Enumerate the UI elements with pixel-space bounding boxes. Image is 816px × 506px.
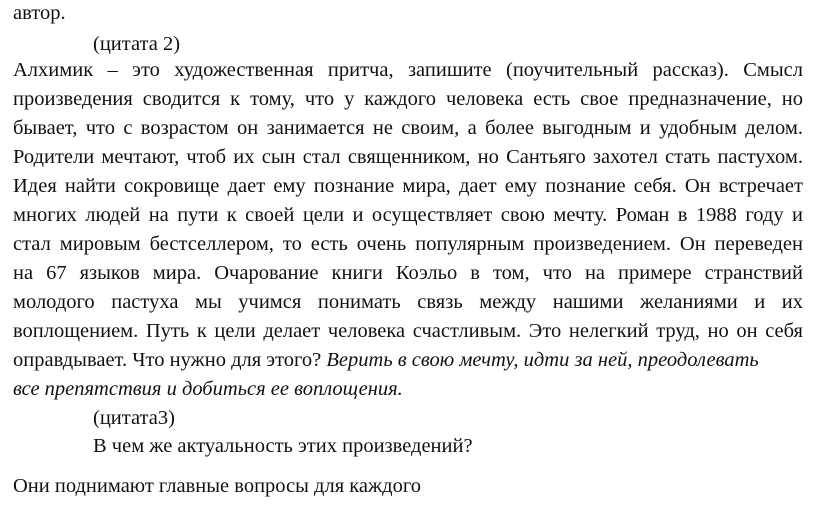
paragraph-line: стал мировым бестселлером, то есть очень популярным произведением. Он переведен	[13, 233, 803, 255]
paragraph-plain-text: оправдывает. Что нужно для этого?	[13, 349, 327, 371]
top-fragment: автор.	[13, 2, 66, 24]
paragraph-line: Родители мечтают, чтоб их сын стал священником, но Сантьяго захотел стать пастухом.	[13, 146, 803, 168]
paragraph-italic-text: Верить в свою мечту, идти за ней, преодолевать	[326, 349, 759, 371]
paragraph-line: воплощением. Путь к цели делает человека счастливым. Это нелегкий труд, но он себя	[13, 320, 803, 342]
quote2-label: (цитата 2)	[93, 33, 181, 55]
paragraph-line: молодого пастуха мы учимся понимать связь между нашими желаниями и их	[13, 291, 803, 313]
quote3-label: (цитата3)	[93, 407, 175, 429]
paragraph-line: бывает, что с возрастом он занимается не своим, а более выгодным и удобным делом.	[13, 117, 803, 139]
closing-line: Они поднимают главные вопросы для каждого	[13, 475, 421, 497]
paragraph-line: произведения сводится к тому, что у каждого человека есть свое предназначение, но	[13, 88, 803, 110]
paragraph-line: Идея найти сокровище дает ему познание мира, дает ему познание себя. Он встречает	[13, 175, 803, 197]
paragraph-line: Алхимик – это художественная притча, запишите (поучительный рассказ). Смысл	[13, 59, 803, 81]
paragraph-line-mixed	[13, 348, 803, 372]
paragraph-line: многих людей на пути к своей цели и осуществляет свою мечту. Роман в 1988 году и	[13, 204, 803, 226]
question-line: В чем же актуальность этих произведений?	[93, 435, 473, 457]
paragraph-italic-line: все препятствия и добиться ее воплощения.	[13, 378, 403, 400]
paragraph-line: на 67 языков мира. Очарование книги Коэльо в том, что на примере странствий	[13, 262, 803, 284]
